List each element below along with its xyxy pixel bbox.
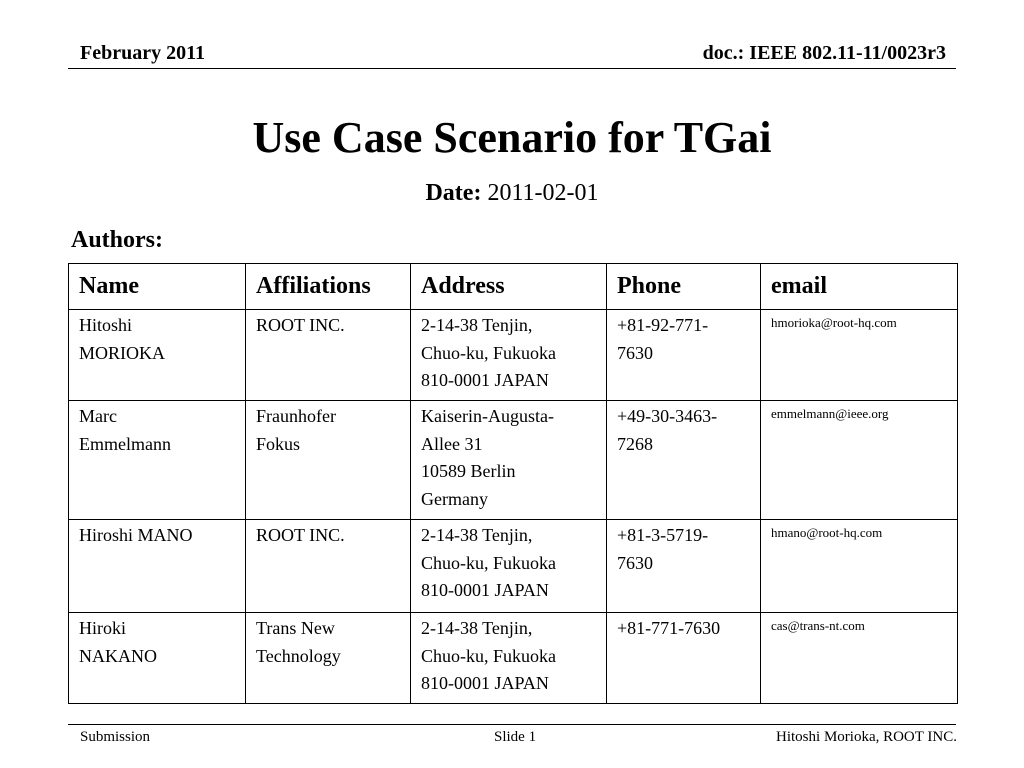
header-divider — [68, 68, 956, 69]
cell-email: emmelmann@ieee.org — [761, 401, 958, 520]
cell-line: Chuo-ku, Fukuoka — [421, 645, 556, 666]
cell-line: Marc — [79, 406, 117, 426]
cell-name — [69, 613, 246, 704]
cell-address — [411, 520, 607, 613]
cell-line: 2-14-38 Tenjin, — [421, 315, 533, 335]
cell-phone — [607, 520, 761, 613]
authors-table — [68, 263, 958, 704]
cell-line: Germany — [421, 488, 488, 509]
date-value: 2011-02-01 — [487, 180, 599, 206]
cell-address — [411, 401, 607, 520]
table-row — [69, 520, 958, 613]
cell-line: 7630 — [617, 342, 653, 363]
slide-title: Use Case Scenario for TGai — [252, 113, 772, 162]
header-date: February 2011 — [80, 42, 205, 64]
cell-line: +49-30-3463- — [617, 406, 718, 426]
date-line — [0, 180, 1024, 207]
column-header-address: Address — [411, 264, 607, 310]
table-header-row — [69, 264, 958, 310]
cell-affiliation — [246, 520, 411, 613]
cell-line: 2-14-38 Tenjin, — [421, 525, 533, 545]
cell-affiliation — [246, 310, 411, 401]
cell-email: cas@trans-nt.com — [761, 613, 958, 704]
authors-heading: Authors: — [71, 227, 164, 253]
column-header-name: Name — [69, 264, 246, 310]
cell-line: 810-0001 JAPAN — [421, 370, 549, 390]
cell-line: ROOT INC. — [256, 525, 345, 545]
footer-slide-number: Slide 1 — [494, 729, 537, 745]
cell-line: 810-0001 JAPAN — [421, 580, 549, 600]
cell-affiliation — [246, 613, 411, 704]
cell-line: NAKANO — [79, 645, 157, 666]
cell-line: Kaiserin-Augusta- — [421, 406, 554, 426]
cell-line: Hiroki — [79, 618, 126, 638]
cell-line: +81-3-5719- — [617, 525, 709, 545]
footer-author: Hitoshi Morioka, ROOT INC. — [776, 729, 957, 745]
column-header-affiliations: Affiliations — [246, 264, 411, 310]
cell-line: Fraunhofer — [256, 406, 336, 426]
cell-line: 2-14-38 Tenjin, — [421, 618, 533, 638]
cell-line: Technology — [256, 645, 341, 666]
cell-affiliation — [246, 401, 411, 520]
cell-line: Hitoshi — [79, 315, 133, 335]
column-header-phone: Phone — [607, 264, 761, 310]
cell-line: Hiroshi MANO — [79, 525, 193, 545]
cell-line: +81-92-771- — [617, 315, 709, 335]
cell-phone — [607, 310, 761, 401]
table-row — [69, 310, 958, 401]
cell-name — [69, 401, 246, 520]
cell-line: Chuo-ku, Fukuoka — [421, 552, 556, 573]
cell-phone — [607, 613, 761, 704]
cell-line: 810-0001 JAPAN — [421, 673, 549, 693]
cell-phone — [607, 401, 761, 520]
footer-divider — [68, 724, 956, 725]
cell-line: 7268 — [617, 433, 653, 454]
cell-address — [411, 310, 607, 401]
cell-line: Trans New — [256, 618, 335, 638]
cell-line: Chuo-ku, Fukuoka — [421, 342, 556, 363]
column-header-email: email — [761, 264, 958, 310]
cell-line: Allee 31 — [421, 433, 483, 454]
cell-line: MORIOKA — [79, 342, 166, 363]
cell-line: +81-771-7630 — [617, 618, 721, 638]
table-row — [69, 613, 958, 704]
header-doc-number: doc.: IEEE 802.11-11/0023r3 — [702, 42, 946, 64]
cell-line: Emmelmann — [79, 433, 171, 454]
cell-line: 10589 Berlin — [421, 461, 516, 481]
cell-line: ROOT INC. — [256, 315, 345, 335]
date-label: Date: — [425, 180, 482, 206]
cell-line: 7630 — [617, 552, 653, 573]
cell-line: Fokus — [256, 433, 301, 454]
cell-email: hmorioka@root-hq.com — [761, 310, 958, 401]
table-row — [69, 401, 958, 520]
cell-name — [69, 310, 246, 401]
footer-submission: Submission — [80, 729, 151, 745]
cell-address — [411, 613, 607, 704]
cell-email: hmano@root-hq.com — [761, 520, 958, 613]
cell-name — [69, 520, 246, 613]
